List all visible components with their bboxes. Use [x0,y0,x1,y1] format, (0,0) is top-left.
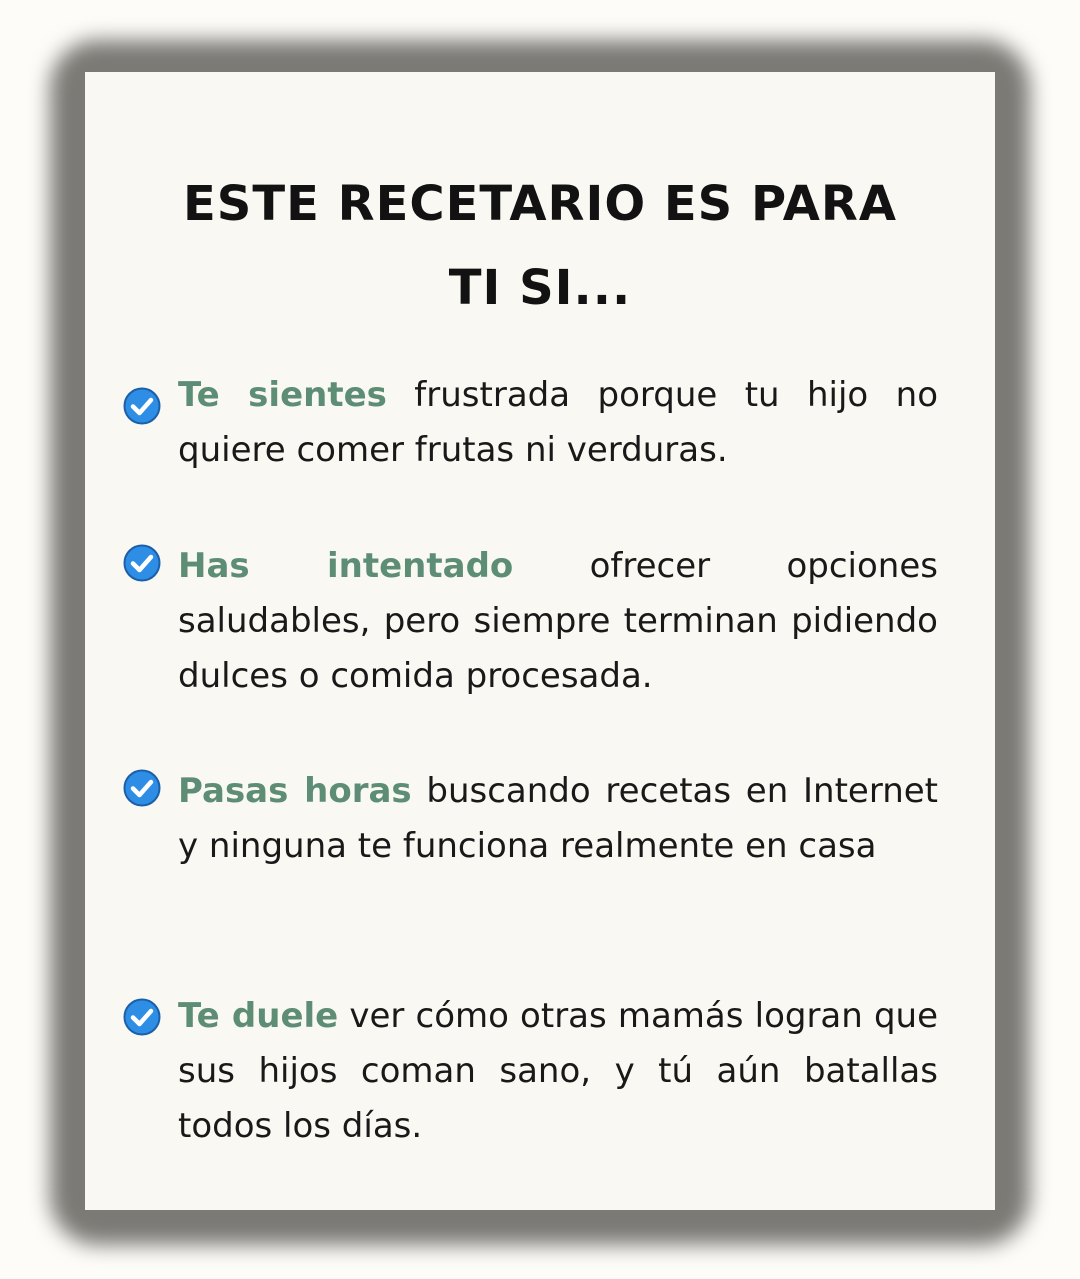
list-item-highlight: Te sientes [178,375,387,415]
title-line-2: TI SI... [448,260,632,316]
check-circle-icon [122,768,162,808]
title-line-1: ESTE RECETARIO ES PARA [183,176,897,232]
list-item-text [178,539,938,704]
list-item-body: ofrecer opciones saludables, pero siempre terminan pidiendo dulces o comida procesada. [178,546,938,696]
check-circle-icon [122,543,162,583]
list-item-body: ver cómo otras mamás logran que sus hijos coman sano, y tú aún batallas todos los días. [178,996,938,1146]
list-item-highlight: Te duele [178,996,339,1036]
list-item-highlight: Pasas horas [178,771,412,811]
list-item-body: frustrada porque tu hijo no quiere comer frutas ni verduras. [178,375,938,470]
list-item-text [178,989,938,1154]
list-item-text [178,764,938,874]
list-item [122,539,942,704]
list-item-body: buscando recetas en Internet y ninguna te funciona realmente en casa [178,771,939,866]
list-item [122,764,942,874]
list-item [122,368,942,478]
list-item [122,989,942,1154]
list-item-highlight: Has intentado [178,546,514,586]
check-circle-icon [122,386,162,426]
list-item-text [178,368,938,478]
check-circle-icon [122,997,162,1037]
page-title [0,162,1080,330]
